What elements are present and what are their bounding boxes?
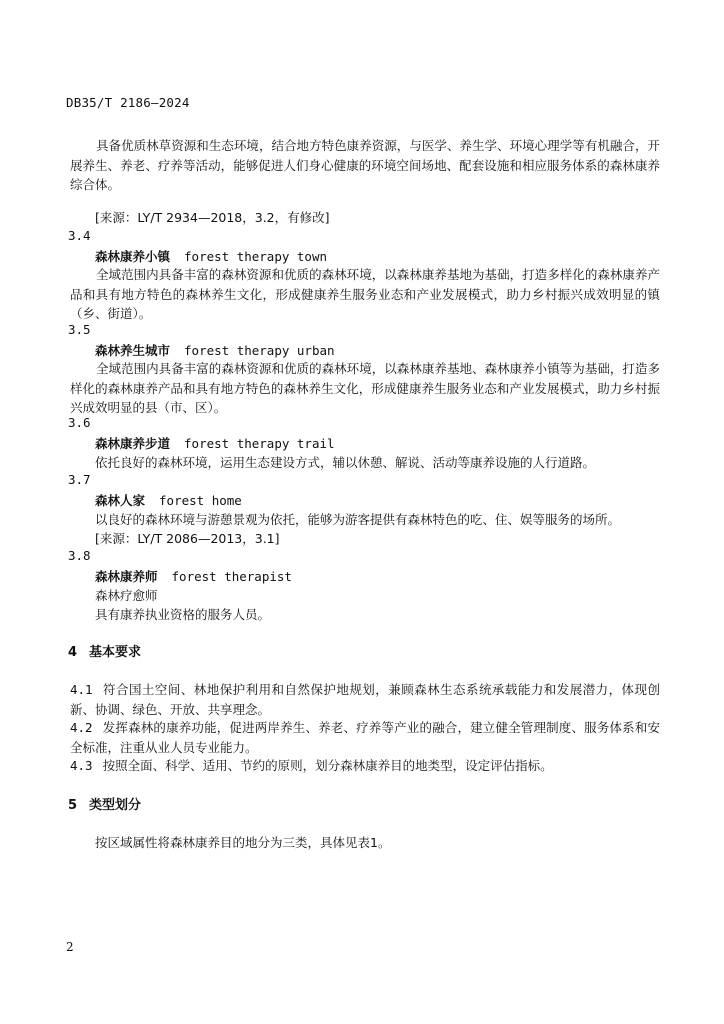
section-paragraph: 按区域属性将森林康养目的地分为三类，具体见表1。 — [95, 835, 391, 850]
term-heading — [95, 567, 292, 585]
clause — [70, 718, 660, 757]
intro-source: [来源：LY/T 2934—2018，3.2，有修改] — [95, 210, 330, 225]
section-title: 类型划分 — [89, 798, 142, 813]
clause-number: 4.2 — [70, 720, 93, 735]
clause-text: 符合国土空间、林地保护利用和自然保护地规划，兼顾森林生态系统承载能力和发展潜力，体现创新、协调、绿色、开放、共享理念。 — [70, 682, 660, 717]
term-zh: 森林康养步道 — [95, 436, 171, 451]
term-definition: 全域范围内具备丰富的森林资源和优质的森林环境，以森林康养基地为基础，打造多样化的森林康养产品和具有地方特色的森林养生文化，形成健康养生服务业态和产业发展模式，助力乡村振兴成效明显的镇（乡、街道）。 — [70, 267, 660, 321]
term-heading — [95, 341, 335, 359]
term-definition: 全域范围内具备丰富的森林资源和优质的森林环境，以森林康养基地、森林康养小镇等为基础，打造多样化的森林康养产品和具有地方特色的森林养生文化，形成健康养生服务业态和产业发展模式，助力乡村振兴成效明显的县（市、区）。 — [70, 361, 660, 415]
term-en: forest home — [159, 493, 242, 508]
section-heading — [68, 794, 141, 813]
term-synonym: 森林疗愈师 — [95, 588, 158, 603]
term-number: 3.6 — [68, 415, 91, 430]
term-en: forest therapy town — [184, 249, 328, 264]
term-number: 3.8 — [68, 548, 91, 563]
term-heading — [95, 491, 242, 509]
term-en: forest therapy trail — [184, 436, 335, 451]
clause-number: 4.1 — [70, 682, 93, 697]
term-definition: 以良好的森林环境与游憩景观为依托，能够为游客提供有森林特色的吃、住、娱等服务的场所。 — [95, 512, 621, 527]
term-number: 3.7 — [68, 472, 91, 487]
term-heading — [95, 247, 327, 265]
clause-text: 发挥森林的康养功能，促进两岸养生、养老、疗养等产业的融合，建立健全管理制度、服务体系和安全标准，注重从业人员专业能力。 — [70, 720, 660, 755]
section-number: 4 — [68, 645, 78, 660]
section-number: 5 — [68, 798, 78, 813]
term-heading — [95, 434, 335, 452]
term-zh: 森林康养师 — [95, 569, 158, 584]
term-en: forest therapist — [171, 569, 292, 584]
term-number: 3.5 — [68, 322, 91, 337]
clause — [70, 680, 660, 719]
clause-number: 4.3 — [70, 758, 93, 773]
clause-text: 按照全面、科学、适用、节约的原则，划分森林康养目的地类型，设定评估指标。 — [102, 758, 553, 773]
term-zh: 森林康养小镇 — [95, 249, 171, 264]
term-zh: 森林养生城市 — [95, 343, 171, 358]
section-heading — [68, 641, 141, 660]
term-source: [来源：LY/T 2086—2013，3.1] — [95, 531, 280, 546]
term-number: 3.4 — [68, 228, 91, 243]
intro-paragraph: 具备优质林草资源和生态环境，结合地方特色康养资源，与医学、养生学、环境心理学等有机融合，开展养生、养老、疗养等活动，能够促进人们身心健康的环境空间场地、配套设施和相应服务体系的森林康养综合体。 — [70, 138, 660, 192]
document-code: DB35/T 2186—2024 — [66, 95, 190, 110]
term-en: forest therapy urban — [184, 343, 335, 358]
term-definition: 依托良好的森林环境，运用生态建设方式，辅以休憩、解说、活动等康养设施的人行道路。 — [95, 455, 596, 470]
clause — [70, 756, 660, 776]
term-zh: 森林人家 — [95, 493, 146, 508]
page-number: 2 — [66, 940, 74, 954]
section-title: 基本要求 — [89, 645, 142, 660]
term-definition: 具有康养执业资格的服务人员。 — [95, 607, 271, 622]
